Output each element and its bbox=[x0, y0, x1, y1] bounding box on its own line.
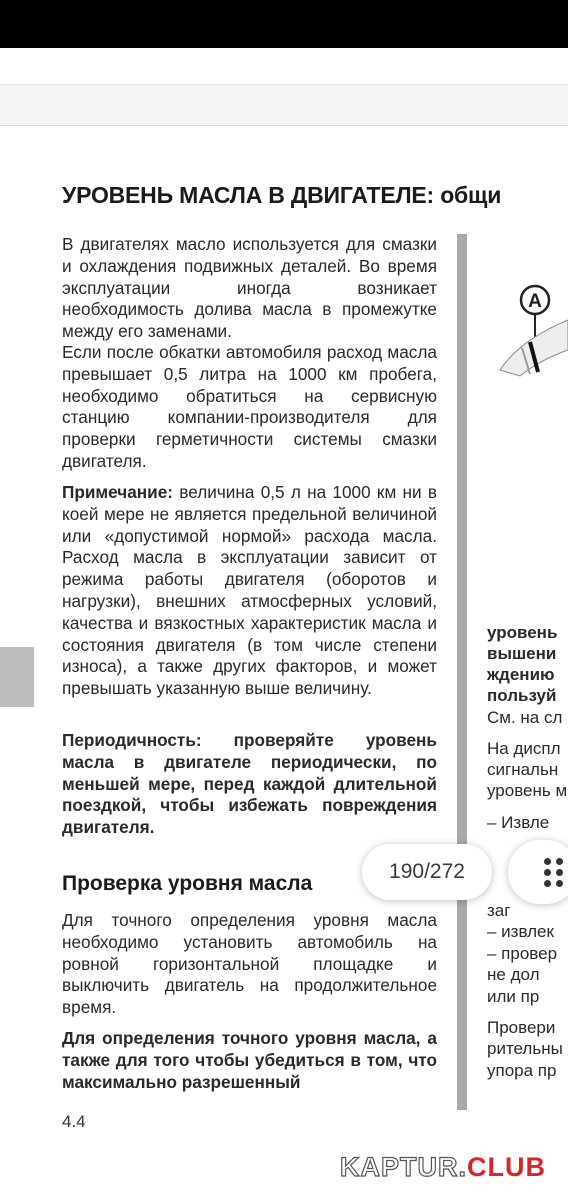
paragraph-6 bbox=[62, 910, 437, 1019]
viewer-toolbar bbox=[0, 84, 568, 126]
paragraph-1 bbox=[62, 234, 437, 343]
page-counter[interactable]: 190/272 bbox=[362, 844, 492, 900]
page-title: УРОВЕНЬ МАСЛА В ДВИГАТЕЛЕ: общи bbox=[62, 182, 502, 208]
section-heading: Проверка уровня масла bbox=[62, 872, 313, 895]
periodicity-paragraph bbox=[62, 730, 437, 839]
right-column-line: заг bbox=[487, 901, 511, 920]
right-column-line: ждению bbox=[487, 665, 555, 684]
right-column-line: уровень bbox=[487, 623, 558, 642]
paragraph-text: Для точного определения уровня масла необходимо установить автомобиль на ровной горизонтальной площадке и выключить двигатель на продолжительное время. bbox=[62, 910, 437, 1018]
paragraph-text: Если после обкатки автомобиля расход масла превышает 0,5 литра на 1000 км пробега, необходимо обратиться на сервисную станцию компании-производителя для проверки герметичности системы смазки двигателя. bbox=[62, 342, 437, 471]
right-column-line: упора пр bbox=[487, 1061, 557, 1080]
status-bar bbox=[0, 0, 568, 48]
right-column-line: – извлек bbox=[487, 922, 554, 941]
paragraph-2 bbox=[62, 342, 437, 473]
side-tab-marker bbox=[0, 647, 34, 707]
right-column-line: уровень м bbox=[487, 781, 568, 800]
watermark-logo bbox=[340, 1152, 546, 1183]
right-column-line: Провери bbox=[487, 1018, 556, 1037]
dipstick-illustration bbox=[490, 280, 568, 390]
grid-view-button[interactable] bbox=[508, 840, 568, 904]
right-column-line: рительны bbox=[487, 1039, 563, 1058]
watermark-part2: CLUB bbox=[467, 1152, 546, 1182]
right-column-line: сигнальн bbox=[487, 760, 559, 779]
right-column-line: или пр bbox=[487, 987, 540, 1006]
note-label: Примечание: bbox=[62, 482, 174, 502]
right-column-line: пользуй bbox=[487, 686, 557, 705]
right-column-line: См. на сл bbox=[487, 708, 563, 727]
paragraph-text: Периодичность: проверяйте уровень масла в двигателе периодически, по меньшей мере, перед каждой длительной поездкой, чтобы избежать повреждения двигателя. bbox=[62, 730, 437, 838]
right-column-line: – провер bbox=[487, 944, 558, 963]
paragraph-text: Для определения точного уровня масла, а также для того чтобы убедиться в том, что максимально разрешенный bbox=[62, 1028, 437, 1092]
callout-label: A bbox=[528, 291, 542, 312]
note-text: величина 0,5 л на 1000 км ни в коей мере не является предельной величиной или «допустимой нормой» расхода масла. Расход масла в эксплуатации зависит от режима работы двигателя (оборотов и нагрузки), внешних атмосферных условий, качества и вязкостных характеристик масла и состояния двигателя (в том числе степени износа), а также других факторов, и может превышать указанную выше величину. bbox=[62, 482, 437, 699]
right-column-line: На диспл bbox=[487, 739, 561, 758]
column-divider bbox=[457, 234, 467, 1110]
paragraph-7 bbox=[62, 1028, 437, 1093]
page-number: 4.4 bbox=[62, 1112, 86, 1131]
right-column-line: вышени bbox=[487, 644, 557, 663]
right-column-line: – Извле bbox=[487, 813, 550, 832]
right-column-line: не дол bbox=[487, 965, 540, 984]
paragraph-text: В двигателях масло используется для смазки и охлаждения подвижных деталей. Во время эксплуатации иногда возникает необходимость долива масла в промежутке между его заменами. bbox=[62, 234, 437, 342]
note-paragraph bbox=[62, 482, 437, 700]
watermark-part1: KAPTUR. bbox=[340, 1152, 467, 1182]
